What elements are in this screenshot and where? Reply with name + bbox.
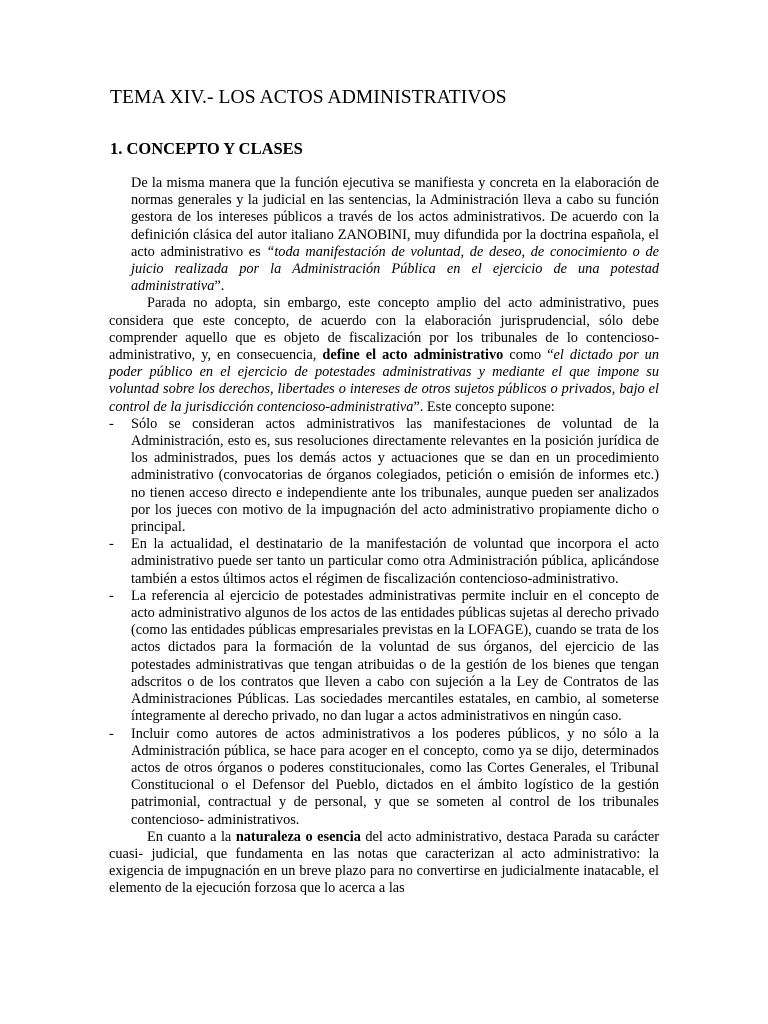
bold-phrase: define el acto administrativo [322, 347, 504, 364]
paragraph-text: Parada no adopta, sin embargo, este concepto amplio del acto administrativo, pues considera que este concepto, de acuerdo con la elaboración jurisprudencial, sólo debe comprender aquello que es objeto de fiscalización por los tribunales de lo contencioso- administrativo, y, en consecuencia, [109, 295, 659, 364]
body-text [109, 175, 659, 898]
document-title: TEMA XIV.- LOS ACTOS ADMINISTRATIVOS [110, 87, 507, 108]
quote-end: ”. [214, 278, 225, 295]
list-item-text: Incluir como autores de actos administrativos a los poderes públicos, y no sólo a la Administración pública, se hace para acoger en el concepto, como ya se dijo, determinados actos de otros órganos o poderes constitucionales, como las Cortes Generales, el Tribunal Constitucional o el Defensor del Pueblo, dictados en el ámbito logístico de la gestión patrimonial, contractual y de personal, y que se someten al control de los tribunales contencioso- administrativos. [131, 725, 659, 828]
dash-marker: - [109, 725, 114, 742]
list-item-text: Sólo se consideran actos administrativos las manifestaciones de voluntad de la Administración, esto es, sus resoluciones directamente relevantes en la posición jurídica de los administrados, pues los demás actos y actuaciones que se dan en un procedimiento administrativo (convocatorias de órganos colegiados, petición o emisión de informes etc.) no tienen acceso directo e independiente ante los tribunales, aunque pueden ser analizados por los jueces con motivo de la impugnación del acto administrativo propiamente dicho o principal. [131, 415, 659, 536]
paragraph-parada-definition [109, 295, 659, 415]
paragraph-text: De la misma manera que la función ejecutiva se manifiesta y concreta en la elaboración de normas generales y la judicial en las sentencias, la Administración lleva a cabo su función gestora de los intereses públicos a través de los actos administrativos. De acuerdo con la definición clásica del autor italiano ZANOBINI, muy difundida por la doctrina española, el acto administrativo es [131, 175, 659, 260]
paragraph-text: En cuanto a la [147, 828, 236, 845]
list-item-text: En la actualidad, el destinatario de la manifestación de voluntad que incorpora el acto administrativo puede ser tanto un particular como otra Administración pública, aplicándose también a estos últimos actos el régimen de fiscalización contencioso-administrativo. [131, 536, 659, 587]
paragraph-definition-zanobini [109, 175, 659, 295]
concept-list [109, 416, 659, 829]
paragraph-naturaleza [109, 829, 659, 898]
list-item-text: La referencia al ejercicio de potestades administrativas permite incluir en el concepto de acto administrativo algunos de los actos de las entidades públicas sujetas al derecho privado (como las entidades públicas empresariales previstas en la LOFAGE), cuando se trata de los actos dictados para la formación de la voluntad de sus órganos, del ejercicio de las potestades administrativas que tengan atribuidas o de la gestión de los bienes que tengan adscritos o de los contratos que lleven a cabo con sujeción a la Ley de Contratos de las Administraciones Públicas. Las sociedades mercantiles estatales, en cambio, al someterse íntegramente al derecho privado, no dan lugar a actos administrativos en ningún caso. [131, 587, 659, 725]
paragraph-text: del acto administrativo, destaca Parada su carácter cuasi- judicial, que fundamenta en las notas que caracterizan al acto administrativo: la exigencia de impugnación en un breve plazo para no convertirse en judicialmente inatacable, el elemento de la ejecución forzosa que lo acerca a las [109, 828, 659, 897]
dash-marker: - [109, 415, 114, 432]
paragraph-text: ”. Este concepto supone: [413, 398, 555, 415]
list-item [109, 416, 659, 536]
dash-marker: - [109, 587, 114, 604]
list-item [109, 536, 659, 588]
list-item [109, 726, 659, 829]
list-item [109, 588, 659, 726]
quote-zanobini: “toda manifestación de voluntad, de deseo, de conocimiento o de juicio realizada por la Administración Pública en el ejercicio de una potestad administrativa [131, 243, 659, 295]
section-heading: 1. CONCEPTO Y CLASES [110, 139, 303, 158]
quote-parada: el dictado por un poder público en el ejercicio de potestades administrativas y mediante el que impone su voluntad sobre los derechos, libertades o intereses de otros sujetos públicos o privados, bajo el control de la jurisdicción contencioso-administrativa [109, 347, 659, 415]
dash-marker: - [109, 536, 114, 553]
paragraph-text: como “ [503, 347, 554, 364]
bold-phrase: naturaleza o esencia [235, 828, 361, 845]
